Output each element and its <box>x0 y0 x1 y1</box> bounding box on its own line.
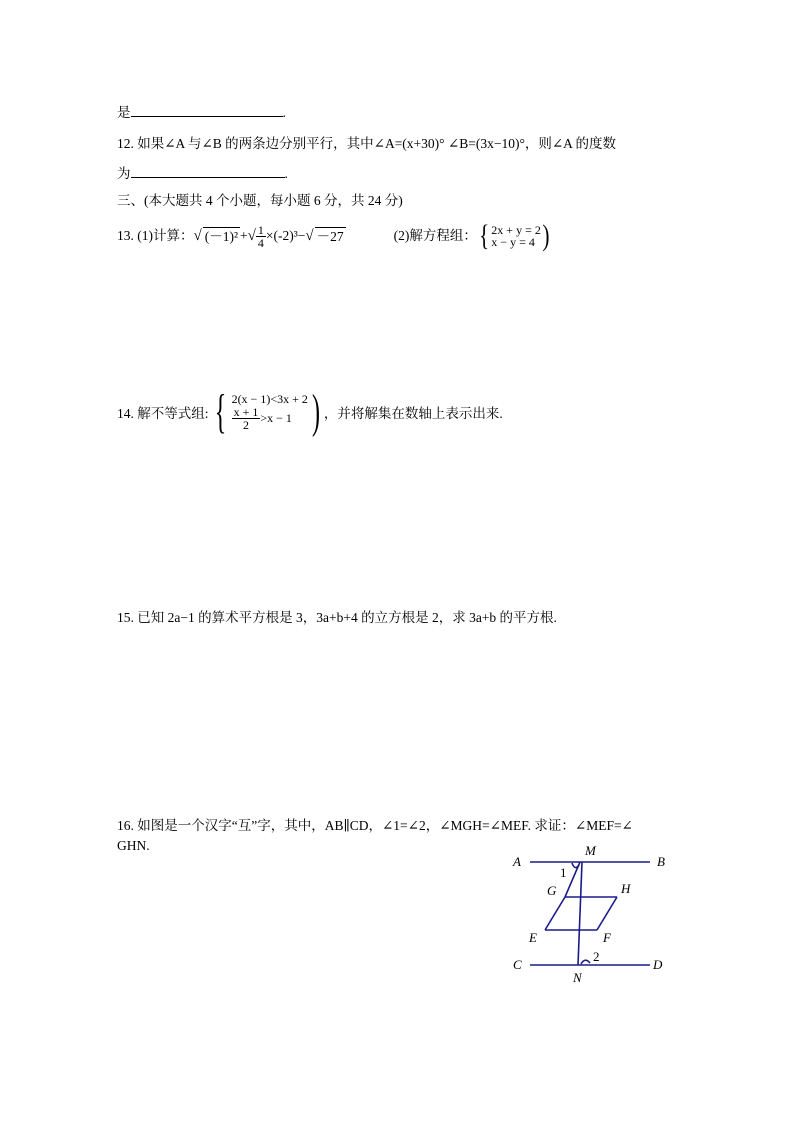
q13-sqrt2: －27 <box>316 228 344 244</box>
question-14 <box>117 382 503 442</box>
q13-part2-label: (2)解方程组： <box>393 228 477 243</box>
section-3-heading: 三、(本大题共 4 个小题，每小题 6 分，共 24 分) <box>117 193 403 208</box>
label-h: H <box>621 881 631 896</box>
q13-plus: + <box>240 228 248 243</box>
label-g: G <box>547 883 557 898</box>
label-e: E <box>529 930 537 945</box>
inequality-2-rest: >x − 1 <box>260 411 292 425</box>
fraction-denominator: 4 <box>257 235 264 250</box>
segment-ge <box>545 897 565 930</box>
hu-character-figure <box>505 835 680 990</box>
angle-1-arc <box>572 863 579 868</box>
angle-2-arc <box>581 960 590 964</box>
sqrt-icon: √ <box>193 228 202 244</box>
q13-part1-label: 13. (1)计算： <box>117 228 194 243</box>
question-15: 15. 已知 2a−1 的算术平方根是 3，3a+b+4 的立方根是 2，求 3a+b 的平方根. <box>117 610 557 625</box>
segment-hf <box>597 897 617 930</box>
label-m: M <box>585 843 596 858</box>
label-d: D <box>653 957 663 972</box>
answer-line-11 <box>117 104 286 122</box>
fraction-numerator: x + 1 <box>233 405 259 419</box>
q13-equation-system <box>477 221 551 251</box>
answer-prefix: 是 <box>117 105 131 120</box>
q13-sqrt1: (－1)² <box>204 228 239 244</box>
fraction-denominator: 2 <box>242 418 249 432</box>
sqrt-icon: √ <box>305 228 314 244</box>
inequality-1: 2(x − 1)<3x + 2 <box>231 392 308 406</box>
answer-suffix: . <box>282 105 286 120</box>
label-n: N <box>573 970 582 985</box>
question-12-answer-line <box>117 165 288 183</box>
right-paren-icon: ) <box>311 385 320 438</box>
q14-inequality-system <box>209 385 324 438</box>
label-angle-2: 2 <box>593 949 600 964</box>
left-brace-icon: { <box>214 385 226 438</box>
q14-label: 14. 解不等式组: <box>117 406 209 421</box>
left-brace-icon: { <box>479 219 490 252</box>
question-13 <box>117 220 551 252</box>
right-paren-icon: ) <box>542 219 550 252</box>
equation-1: 2x + y = 2 <box>491 223 541 237</box>
answer-suffix: . <box>284 166 288 181</box>
q14-suffix: ，并将解集在数轴上表示出来. <box>323 406 503 421</box>
question-12-text: 12. 如果∠A 与∠B 的两条边分别平行，其中∠A=(x+30)° ∠B=(3x−10)°，则∠A 的度数 <box>117 136 617 151</box>
fraction-numerator: 1 <box>257 222 264 237</box>
answer-blank[interactable] <box>131 104 283 117</box>
label-b: B <box>657 854 665 869</box>
line-mn <box>578 862 582 965</box>
answer-blank[interactable] <box>131 165 285 178</box>
label-a: A <box>513 854 521 869</box>
equation-2: x − y = 4 <box>491 235 535 249</box>
question-16-line2: GHN. <box>117 838 150 853</box>
sqrt-icon: √ <box>247 228 256 244</box>
label-c: C <box>513 957 522 972</box>
question-16-line1: 16. 如图是一个汉字“互”字，其中，AB∥CD，∠1=∠2，∠MGH=∠MEF. 求证：∠MEF=∠ <box>117 818 633 833</box>
label-f: F <box>603 930 611 945</box>
label-angle-1: 1 <box>560 865 567 880</box>
q13-fraction <box>256 224 266 249</box>
answer-prefix: 为 <box>117 166 131 181</box>
q13-times-part: ×(-2)³− <box>265 228 306 243</box>
